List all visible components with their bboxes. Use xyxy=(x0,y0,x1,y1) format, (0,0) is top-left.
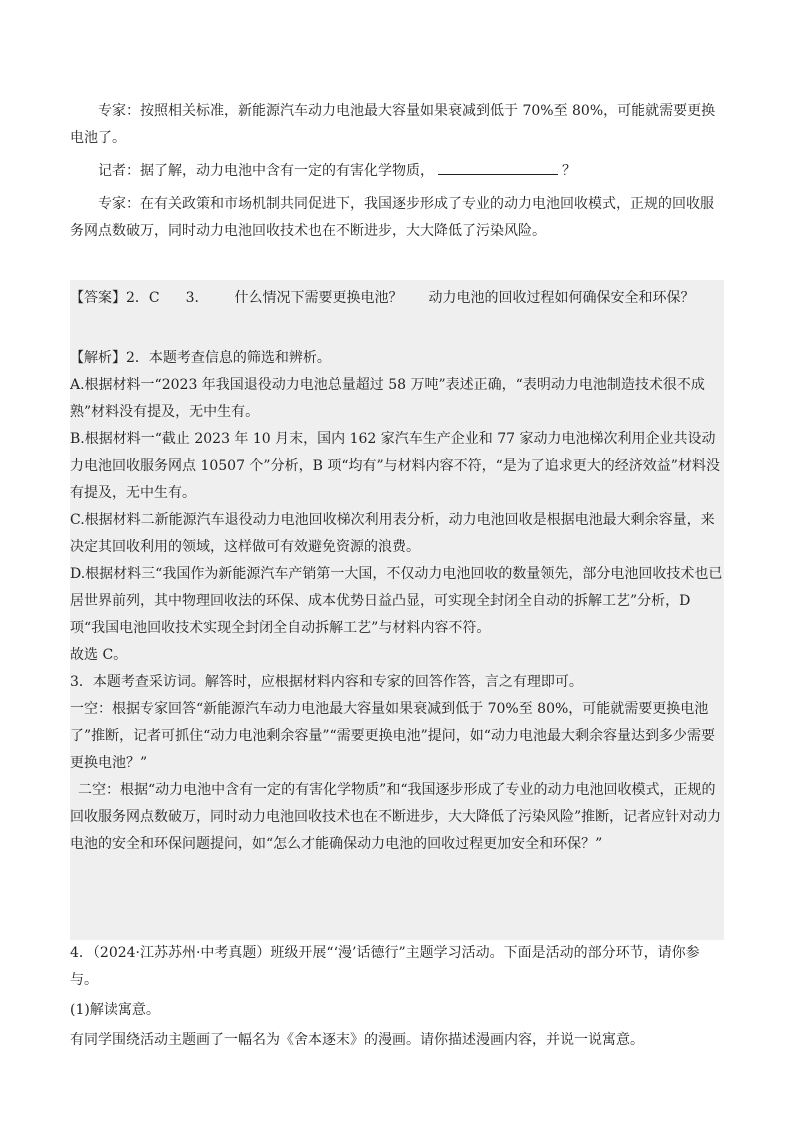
reporter-line xyxy=(70,158,724,185)
analysis-q3: 3．本题考查采访词。解答时，应根据材料内容和专家的回答作答，言之有理即可。 xyxy=(70,674,583,690)
analysis-section xyxy=(70,345,724,858)
answer-section xyxy=(70,285,724,312)
analysis-choice: 故选 C。 xyxy=(70,647,128,663)
analysis-blank-1: 一空：根据专家回答“新能源汽车动力电池最大容量如果衰减到低于 70%至 80%，可能就需要更换电池了”推断，记者可抓住“动力电池剩余容量”“需要更换电池”提问，如“动力电池最大剩余容量达到多少需要更换电池？” xyxy=(70,701,715,771)
analysis-intro-line xyxy=(70,345,724,372)
reporter-text: 记者：据了解，动力电池中含有一定的有害化学物质， xyxy=(98,163,434,179)
dialogue-section xyxy=(70,98,724,245)
question-4-section xyxy=(70,940,724,1054)
answer-a2: 动力电池的回收过程如何确保安全和环保？ xyxy=(428,290,695,306)
expert-line-2: 专家：在有关政策和市场机制共同促进下，我国逐步形成了专业的动力电池回收模式，正规的回收服务网点数破万，同时动力电池回收技术也在不断进步，大大降低了污染风险。 xyxy=(70,196,714,239)
analysis-option-b: B.根据材料一“截止 2023 年 10 月末，国内 162 家汽车生产企业和 77 家动力电池梯次利用企业共设动力电池回收服务网点 10507 个”分析，B 项“均有”与材料内容不符，“是为了追求更大的经济效益”材料没有提及，无中生有。 xyxy=(70,431,720,501)
answer-tag: 【答案】 xyxy=(70,290,126,306)
answer-blank[interactable] xyxy=(438,160,558,175)
analysis-option-d: D.根据材料三“我国作为新能源汽车产销第一大国，不仅动力电池回收的数量领先，部分电池回收技术也已居世界前列，其中物理回收法的环保、成本优势日益凸显，可实现全封闭全自动的拆解工艺”分析，D 项“我国电池回收技术实现全封闭全自动拆解工艺”与材料内容不符。 xyxy=(70,566,723,636)
analysis-option-a: A.根据材料一“2023 年我国退役动力电池总量超过 58 万吨”表述正确，“表明动力电池制造技术很不成熟”材料没有提及，无中生有。 xyxy=(70,377,705,420)
question-4-prompt: 有同学围绕活动主题画了一幅名为《舍本逐末》的漫画。请你描述漫画内容，并说一说寓意。 xyxy=(70,1032,644,1048)
question-4-sub-1: (1)解读寓意。 xyxy=(70,1002,160,1018)
answer-line xyxy=(70,285,724,312)
reporter-question-mark: ？ xyxy=(562,163,576,179)
question-4-title: 4．（2024·江苏苏州·中考真题）班级开展“‘漫’话德行”主题学习活动。下面是活动的部分环节，请你参与。 xyxy=(70,945,700,988)
answer-q3: 3． xyxy=(185,290,209,306)
analysis-blank-2: 二空：根据“动力电池中含有一定的有害化学物质”和“我国逐步形成了专业的动力电池回收模式，正规的回收服务网点数破万，同时动力电池回收技术也在不断进步，大大降低了污染风险”推断，记者应针对动力电池的安全和环保问题提问，如“怎么才能确保动力电池的回收过程更加安全和环保？” xyxy=(70,782,722,852)
answer-a1: 什么情况下需要更换电池？ xyxy=(234,290,403,306)
analysis-intro: 2．本题考查信息的筛选和辨析。 xyxy=(126,350,331,366)
answer-q2: 2．C xyxy=(126,290,160,306)
analysis-option-c: C.根据材料二新能源汽车退役动力电池回收梯次利用表分析，动力电池回收是根据电池最大剩余容量，来决定其回收利用的领域，这样做可有效避免资源的浪费。 xyxy=(70,512,715,555)
expert-line-1: 专家：按照相关标准，新能源汽车动力电池最大容量如果衰减到低于 70%至 80%，可能就需要更换电池了。 xyxy=(70,103,716,146)
analysis-tag: 【解析】 xyxy=(70,350,126,366)
